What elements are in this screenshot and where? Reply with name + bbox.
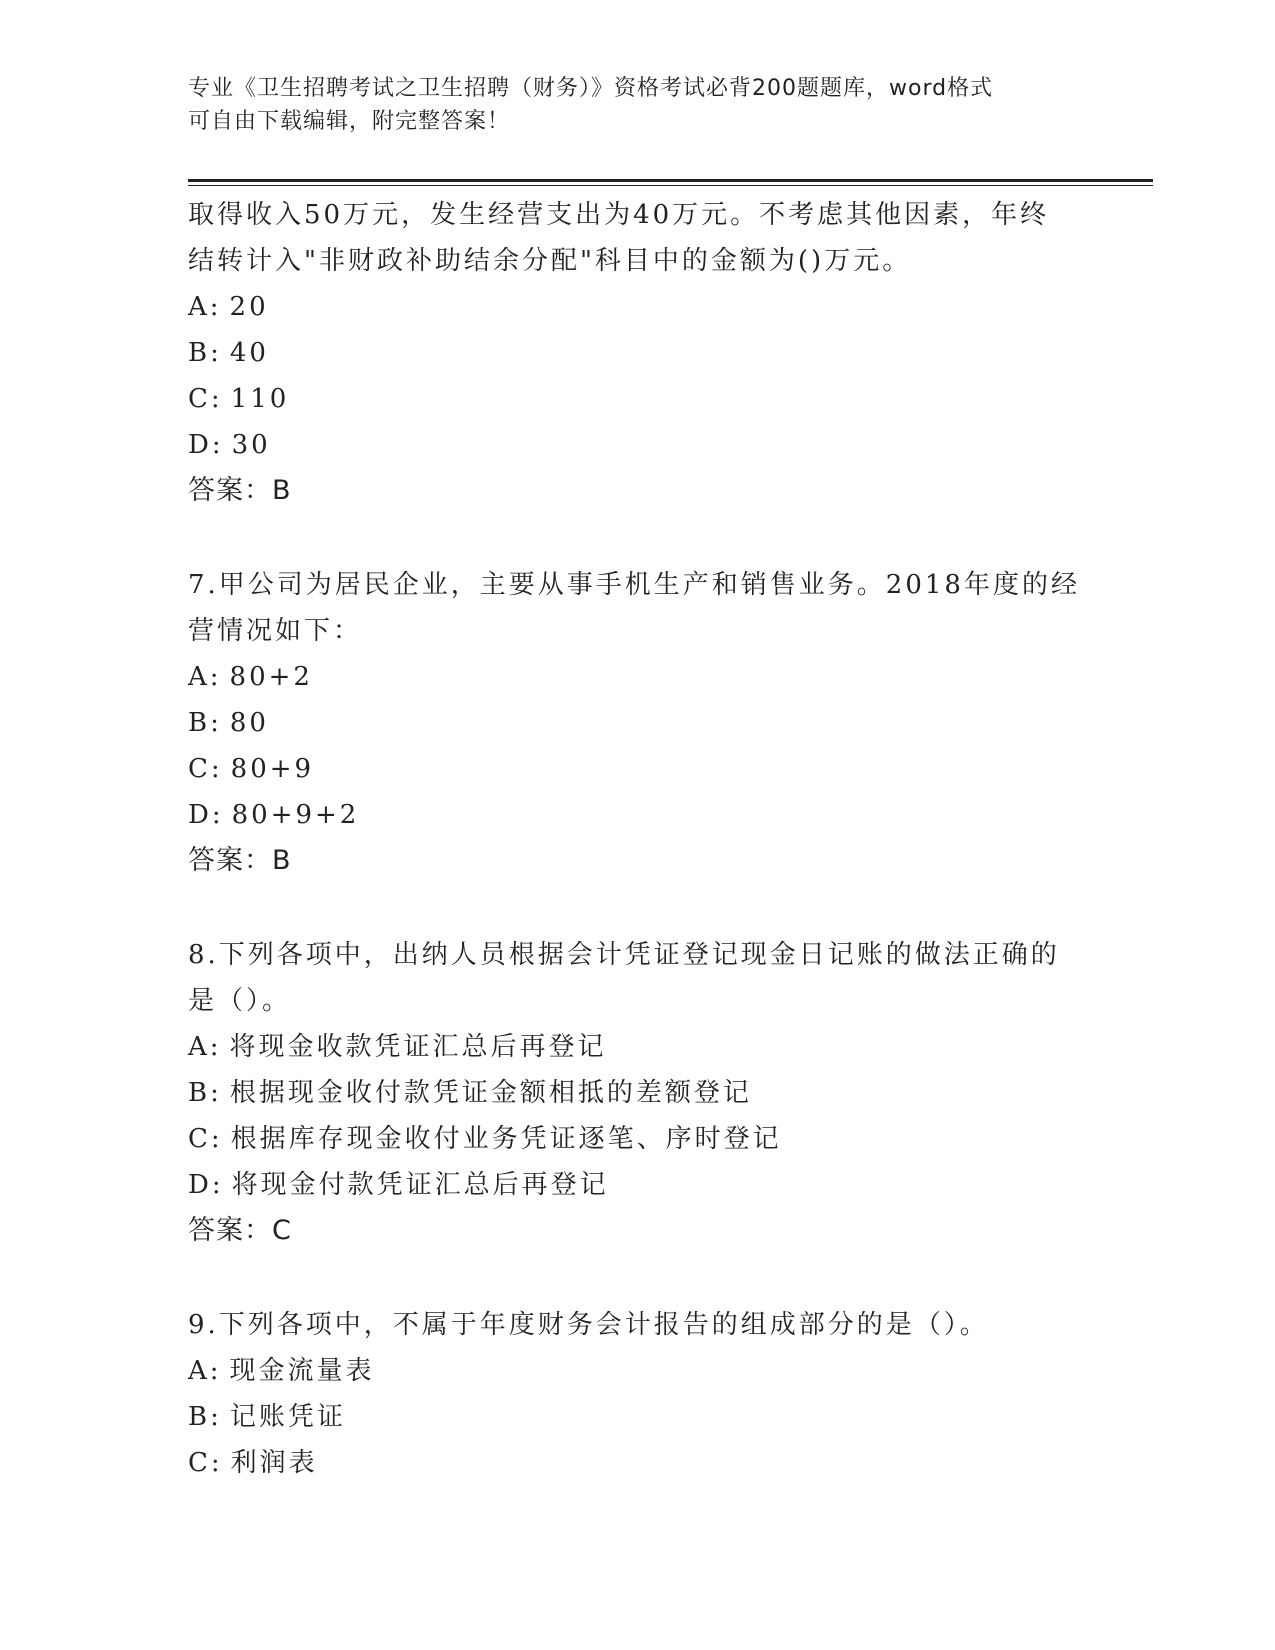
option-text: 现金流量表 — [229, 1356, 375, 1386]
question-spacer — [188, 514, 1088, 562]
question-stem-line: 结转计入"非财政补助结余分配"科目中的金额为()万元。 — [188, 246, 912, 276]
option-b — [188, 1394, 1088, 1440]
option-b — [188, 700, 1088, 746]
question-stem-line: 营情况如下： — [188, 616, 363, 646]
option-key: B: — [188, 708, 222, 738]
option-text: 30 — [231, 430, 271, 460]
option-text: 80+9+2 — [231, 800, 360, 830]
option-c — [188, 746, 1088, 792]
header-line-2: 可自由下载编辑，附完整答案！ — [188, 109, 511, 134]
option-key: A: — [188, 1356, 222, 1386]
option-text: 40 — [229, 338, 269, 368]
option-d — [188, 792, 1088, 838]
question-spacer — [188, 1254, 1088, 1302]
question-block — [188, 562, 1088, 884]
document-header — [188, 72, 1088, 138]
option-a — [188, 284, 1088, 330]
option-c — [188, 376, 1088, 422]
answer-line: 答案：B — [188, 475, 292, 506]
question-block — [188, 932, 1088, 1254]
option-key: C: — [188, 1124, 223, 1154]
header-rule-thick — [188, 179, 1153, 182]
option-text: 将现金付款凭证汇总后再登记 — [231, 1170, 609, 1200]
header-line-1: 专业《卫生招聘考试之卫生招聘（财务）》资格考试必背200题题库，word格式 — [188, 76, 994, 101]
option-key: C: — [188, 384, 223, 414]
option-text: 根据库存现金收付业务凭证逐笔、序时登记 — [230, 1124, 782, 1154]
question-stem-line: 8.下列各项中，出纳人员根据会计凭证登记现金日记账的做法正确的 — [188, 940, 1060, 970]
question-stem-line: 9.下列各项中，不属于年度财务会计报告的组成部分的是（）。 — [188, 1310, 989, 1340]
option-key: C: — [188, 754, 223, 784]
option-text: 80 — [229, 708, 269, 738]
answer-line: 答案：B — [188, 845, 292, 876]
option-key: A: — [188, 1032, 222, 1062]
option-key: B: — [188, 1402, 222, 1432]
question-block — [188, 192, 1088, 514]
option-key: A: — [188, 662, 222, 692]
option-text: 根据现金收付款凭证金额相抵的差额登记 — [229, 1078, 752, 1108]
question-block — [188, 1302, 1088, 1486]
option-a — [188, 1024, 1088, 1070]
option-key: D: — [188, 430, 224, 460]
option-key: C: — [188, 1448, 223, 1478]
option-text: 80+9 — [230, 754, 315, 784]
option-key: B: — [188, 338, 222, 368]
option-key: D: — [188, 800, 224, 830]
option-b — [188, 1070, 1088, 1116]
question-stem-line: 取得收入50万元，发生经营支出为40万元。不考虑其他因素，年终 — [188, 200, 1050, 230]
option-key: A: — [188, 292, 222, 322]
option-c — [188, 1116, 1088, 1162]
question-list — [188, 192, 1088, 1486]
option-text: 将现金收款凭证汇总后再登记 — [229, 1032, 607, 1062]
option-c — [188, 1440, 1088, 1486]
option-b — [188, 330, 1088, 376]
question-stem-line: 是（）。 — [188, 986, 292, 1016]
option-a — [188, 1348, 1088, 1394]
option-text: 记账凭证 — [229, 1402, 346, 1432]
option-a — [188, 654, 1088, 700]
option-text: 80+2 — [229, 662, 313, 692]
question-spacer — [188, 884, 1088, 932]
header-rule-thin — [188, 185, 1153, 186]
option-text: 20 — [229, 292, 269, 322]
question-stem-line: 7.甲公司为居民企业，主要从事手机生产和销售业务。2018年度的经 — [188, 570, 1080, 600]
option-d — [188, 422, 1088, 468]
option-text: 利润表 — [230, 1448, 318, 1478]
option-key: D: — [188, 1170, 224, 1200]
option-text: 110 — [230, 384, 290, 414]
option-d — [188, 1162, 1088, 1208]
answer-line: 答案：C — [188, 1215, 292, 1246]
option-key: B: — [188, 1078, 222, 1108]
